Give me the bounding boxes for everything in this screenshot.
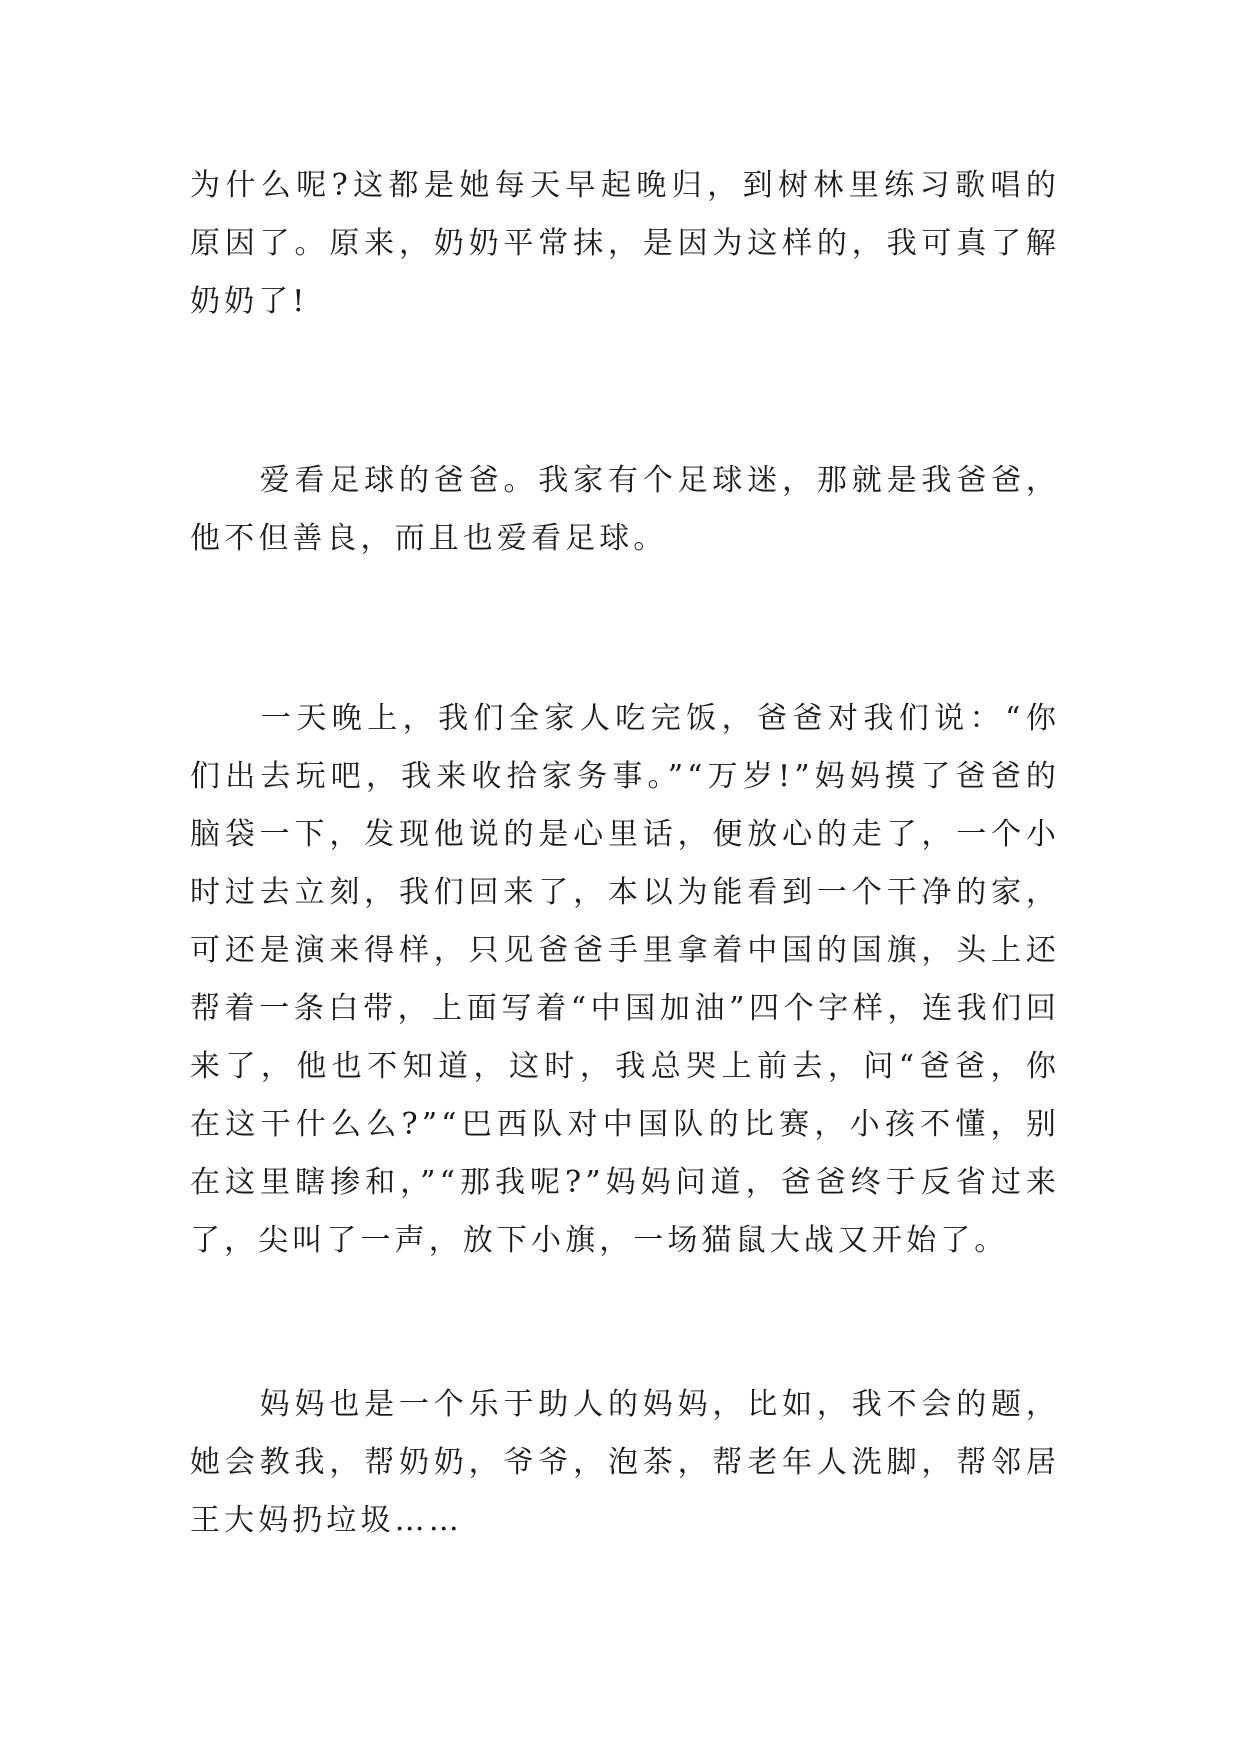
paragraph-helpful-mom: 妈妈也是一个乐于助人的妈妈，比如，我不会的题，她会教我，帮奶奶，爷爷，泡茶，帮老年人洗脚，帮邻居王大妈扔垃圾…… [190,1387,1060,1538]
paragraph-football-dad-intro: 爱看足球的爸爸。我家有个足球迷，那就是我爸爸，他不但善良，而且也爱看足球。 [190,463,1060,556]
paragraph-football-evening-story: 一天晚上，我们全家人吃完饭，爸爸对我们说：“你们出去玩吧，我来收拾家务事。”“万岁!”妈妈摸了爸爸的脑袋一下，发现他说的是心里话，便放心的走了，一个小时过去立刻，我们回来了，本以为能看到一个干净的家，可还是演来得样，只见爸爸手里拿着中国的国旗，头上还帮着一条白带，上面写着“中国加油”四个字样，连我们回来了，他也不知道，这时，我总哭上前去，问“爸爸，你在这干什么么?”“巴西队对中国队的比赛，小孩不懂，别在这里瞎掺和，”“那我呢?”妈妈问道，爸爸终于反省过来了，尖叫了一声，放下小旗，一场猫鼠大战又开始了。 [190,701,1060,1258]
paragraph-grandma-singing: 为什么呢?这都是她每天早起晚归，到树林里练习歌唱的原因了。原来，奶奶平常抹，是因为这样的，我可真了解奶奶了! [190,168,1060,319]
